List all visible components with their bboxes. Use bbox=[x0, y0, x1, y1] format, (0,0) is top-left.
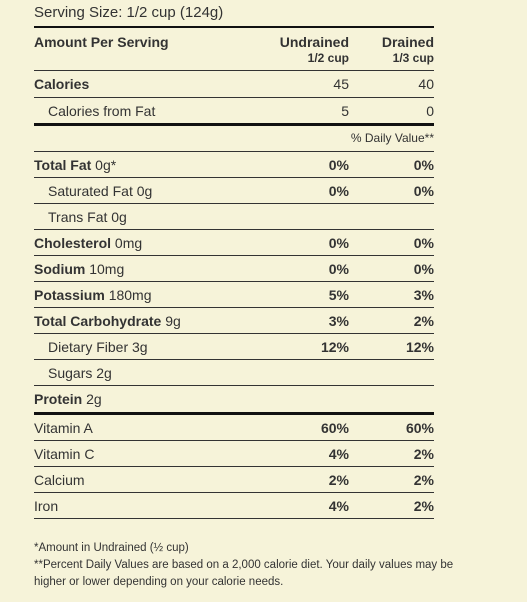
nutrition-facts-panel bbox=[34, 0, 434, 519]
nutrient-row-potassium bbox=[34, 282, 434, 308]
nutrient-undrained-dv: 3% bbox=[328, 312, 349, 329]
vitamin-row-calcium bbox=[34, 467, 434, 493]
nutrient-undrained-dv: 0% bbox=[328, 156, 349, 173]
vitamin-undrained-dv: 4% bbox=[328, 445, 349, 462]
vitamin-drained-dv: 2% bbox=[413, 497, 434, 514]
nutrient-row-cholesterol bbox=[34, 230, 434, 256]
nutrient-label bbox=[34, 235, 264, 251]
nutrient-drained-dv: 0% bbox=[413, 234, 434, 251]
vitamin-label: Iron bbox=[34, 497, 59, 514]
nutrient-row-dietary-fiber bbox=[34, 334, 434, 360]
drained-title: Drained bbox=[381, 34, 434, 50]
calories-drained: 40 bbox=[418, 76, 434, 92]
daily-value-header: % Daily Value** bbox=[34, 126, 434, 152]
nutrient-name: Protein bbox=[34, 391, 83, 407]
vitamin-undrained-dv: 2% bbox=[328, 471, 349, 488]
calories-from-fat-label: Calories from Fat bbox=[48, 102, 156, 119]
nutrient-undrained-dv: 5% bbox=[328, 286, 349, 303]
footnotes bbox=[34, 540, 454, 591]
nutrient-amount: Trans Fat 0g bbox=[48, 208, 127, 225]
nutrient-amount: 0g* bbox=[91, 156, 117, 173]
nutrient-row-total-carbohydrate bbox=[34, 308, 434, 334]
vitamin-undrained-dv: 60% bbox=[320, 419, 349, 436]
undrained-column-header bbox=[264, 28, 349, 70]
nutrient-row-sugars bbox=[34, 360, 434, 386]
nutrient-drained-dv: 0% bbox=[413, 156, 434, 173]
nutrient-amount: 2g bbox=[82, 391, 102, 407]
nutrient-row-total-fat bbox=[34, 152, 434, 178]
nutrient-amount: Saturated Fat 0g bbox=[48, 182, 153, 199]
vitamin-label: Vitamin C bbox=[34, 445, 95, 462]
nutrient-undrained-dv: 0% bbox=[328, 234, 349, 251]
calories-undrained: 45 bbox=[333, 76, 349, 92]
vitamin-undrained-dv: 4% bbox=[328, 497, 349, 514]
nutrient-label bbox=[34, 157, 264, 173]
nutrient-name: Cholesterol bbox=[34, 234, 112, 251]
undrained-sub: 1/2 cup bbox=[307, 51, 349, 65]
nutrient-row-protein bbox=[34, 386, 434, 415]
nutrient-label bbox=[34, 313, 264, 329]
calories-from-fat-row bbox=[34, 98, 434, 126]
nutrient-undrained-dv: 12% bbox=[320, 338, 349, 355]
nutrient-name: Potassium bbox=[34, 286, 105, 303]
amount-per-serving-label: Amount Per Serving bbox=[34, 34, 169, 50]
nutrient-amount: 9g bbox=[161, 312, 181, 329]
calories-from-fat-undrained: 5 bbox=[341, 102, 349, 119]
nutrient-row-saturated-fat bbox=[34, 178, 434, 204]
vitamin-list bbox=[34, 415, 434, 519]
nutrient-drained-dv: 3% bbox=[413, 286, 434, 303]
nutrient-drained-dv: 0% bbox=[413, 260, 434, 277]
footnote-daily-values: **Percent Daily Values are based on a 2,000 calorie diet. Your daily values may be higher or lower depending on your calorie needs. bbox=[34, 559, 454, 588]
nutrient-row-trans-fat bbox=[34, 204, 434, 230]
nutrient-undrained-dv: 0% bbox=[328, 260, 349, 277]
calories-from-fat-drained: 0 bbox=[426, 102, 434, 119]
nutrient-row-sodium bbox=[34, 256, 434, 282]
nutrient-label bbox=[34, 209, 264, 225]
nutrient-drained-dv: 2% bbox=[413, 312, 434, 329]
column-header bbox=[34, 28, 434, 71]
nutrient-list bbox=[34, 152, 434, 415]
nutrient-name: Total Fat bbox=[34, 156, 92, 173]
nutrient-name: Sodium bbox=[34, 260, 86, 277]
vitamin-drained-dv: 2% bbox=[413, 445, 434, 462]
nutrient-label bbox=[34, 287, 264, 303]
nutrient-label bbox=[34, 339, 264, 355]
nutrient-amount: 180mg bbox=[104, 286, 152, 303]
nutrient-label bbox=[34, 365, 264, 381]
nutrient-amount: 10mg bbox=[85, 260, 125, 277]
vitamin-row-c bbox=[34, 441, 434, 467]
nutrient-drained-dv: 12% bbox=[405, 338, 434, 355]
vitamin-row-a bbox=[34, 415, 434, 441]
undrained-title: Undrained bbox=[279, 34, 349, 50]
nutrient-label bbox=[34, 261, 264, 277]
nutrient-amount: 0mg bbox=[111, 234, 143, 251]
vitamin-drained-dv: 2% bbox=[413, 471, 434, 488]
nutrient-drained-dv: 0% bbox=[413, 182, 434, 199]
calories-label: Calories bbox=[34, 76, 90, 92]
nutrient-label bbox=[34, 391, 264, 407]
calories-row bbox=[34, 71, 434, 98]
drained-sub: 1/3 cup bbox=[392, 51, 434, 65]
nutrient-amount: Dietary Fiber 3g bbox=[48, 338, 148, 355]
vitamin-label: Vitamin A bbox=[34, 419, 93, 436]
nutrient-undrained-dv: 0% bbox=[328, 182, 349, 199]
vitamin-label: Calcium bbox=[34, 471, 85, 488]
vitamin-row-iron bbox=[34, 493, 434, 519]
drained-column-header bbox=[349, 28, 434, 70]
serving-size: Serving Size: 1/2 cup (124g) bbox=[34, 0, 434, 28]
nutrient-amount: Sugars 2g bbox=[48, 364, 112, 381]
vitamin-drained-dv: 60% bbox=[405, 419, 434, 436]
footnote-undrained: *Amount in Undrained (½ cup) bbox=[34, 542, 189, 554]
nutrient-name: Total Carbohydrate bbox=[34, 312, 162, 329]
nutrient-label bbox=[34, 183, 264, 199]
